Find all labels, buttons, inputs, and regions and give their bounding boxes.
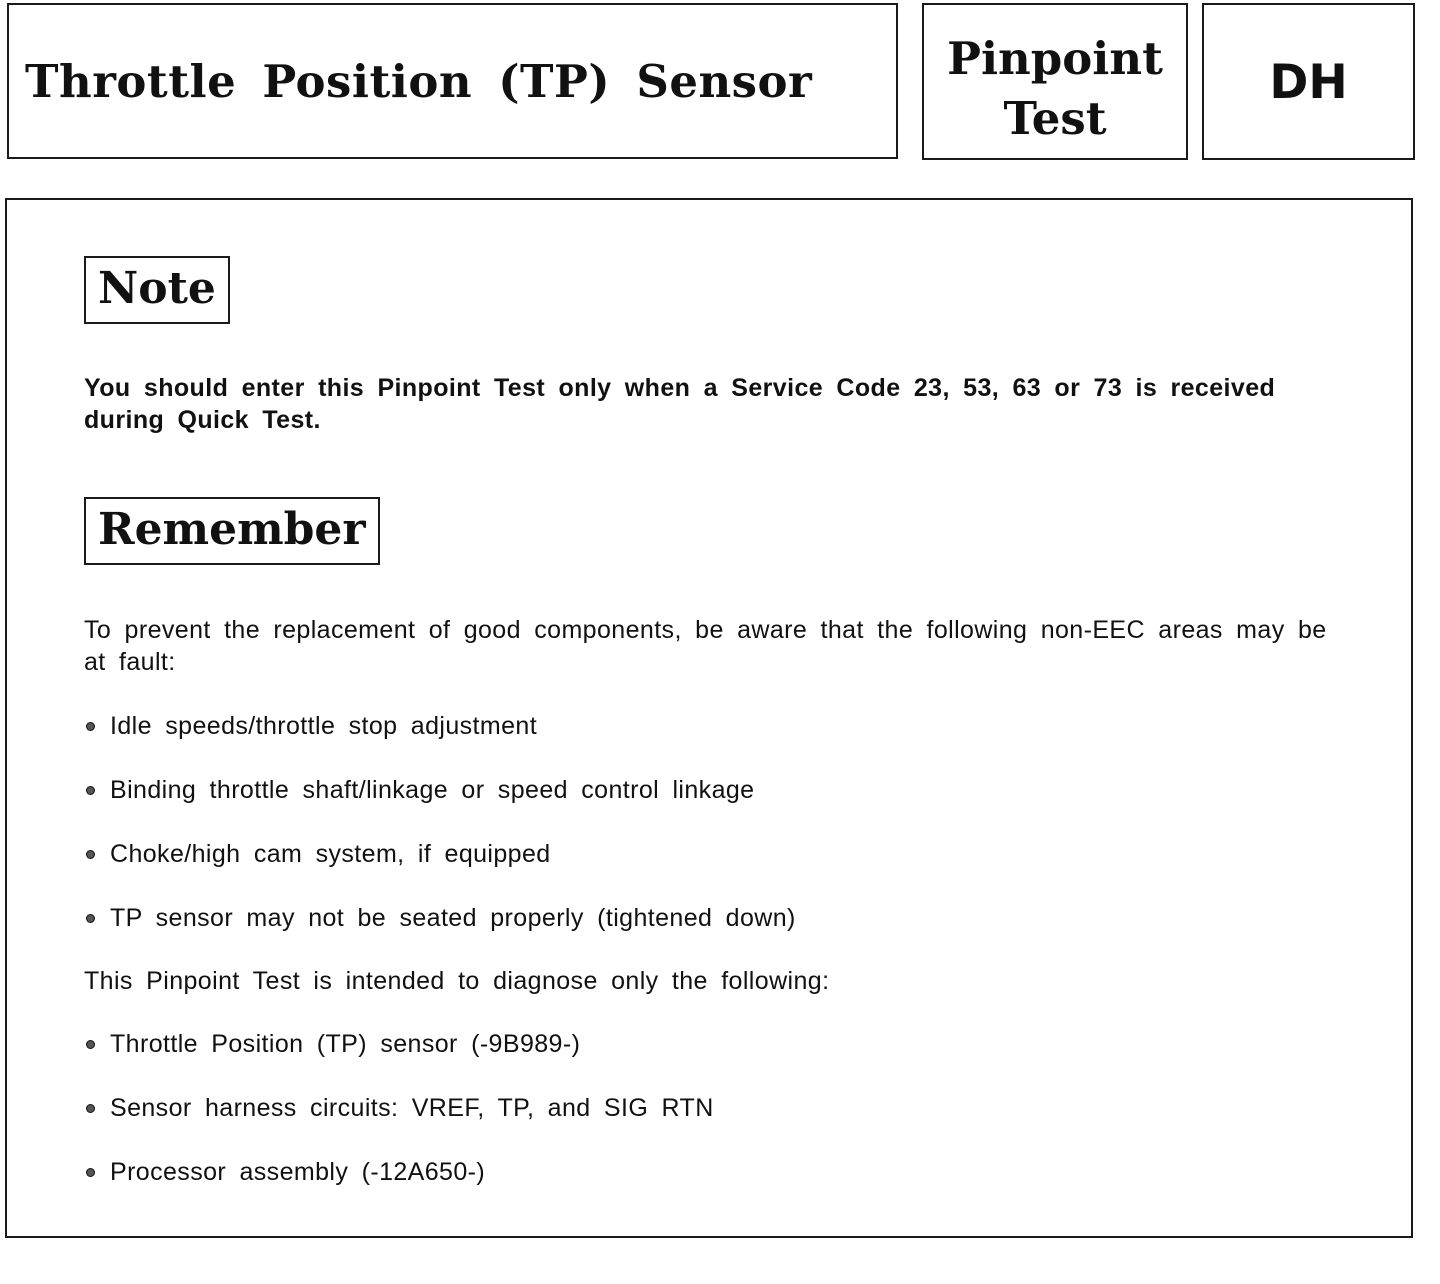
header-test-type-box [922,3,1188,160]
test-type-label [924,29,1186,149]
list-item-text: Choke/high cam system, if equipped [110,840,551,868]
test-code: DH [1269,55,1348,110]
header-code-box [1202,3,1415,160]
list-item [84,1092,714,1156]
main-content-box [5,198,1413,1238]
bullet-icon [86,722,95,731]
list-item-text: TP sensor may not be seated properly (tightened down) [110,904,796,932]
remember-heading: Remember [84,497,380,565]
list-item [84,1156,714,1220]
fault-areas-list [84,710,796,966]
list-item [84,902,796,966]
list-item-text: Processor assembly (-12A650-) [110,1158,486,1186]
list-item-text: Binding throttle shaft/linkage or speed control linkage [110,776,755,804]
list-item [84,838,796,902]
list-item-text: Throttle Position (TP) sensor (-9B989-) [110,1030,581,1058]
note-heading: Note [84,256,230,324]
test-type-line2: Test [1003,92,1107,145]
diagnose-list [84,1028,714,1220]
diagnose-intro-text: This Pinpoint Test is intended to diagnose only the following: [84,967,830,995]
list-item [84,710,796,774]
list-item-text: Sensor harness circuits: VREF, TP, and SIG RTN [110,1094,714,1122]
bullet-icon [86,1040,95,1049]
bullet-icon [86,786,95,795]
test-type-line1: Pinpoint [947,32,1163,85]
bullet-icon [86,1104,95,1113]
list-item-text: Idle speeds/throttle stop adjustment [110,712,538,740]
remember-intro-text: To prevent the replacement of good components, be aware that the following non-EEC areas may be at fault: [84,616,1327,676]
bullet-icon [86,850,95,859]
bullet-icon [86,1168,95,1177]
bullet-icon [86,914,95,923]
page-title: Throttle Position (TP) Sensor [25,55,813,108]
header-title-box [7,3,898,159]
list-item [84,1028,714,1092]
list-item [84,774,796,838]
note-text: You should enter this Pinpoint Test only when a Service Code 23, 53, 63 or 73 is received during Quick Test. [84,374,1276,434]
